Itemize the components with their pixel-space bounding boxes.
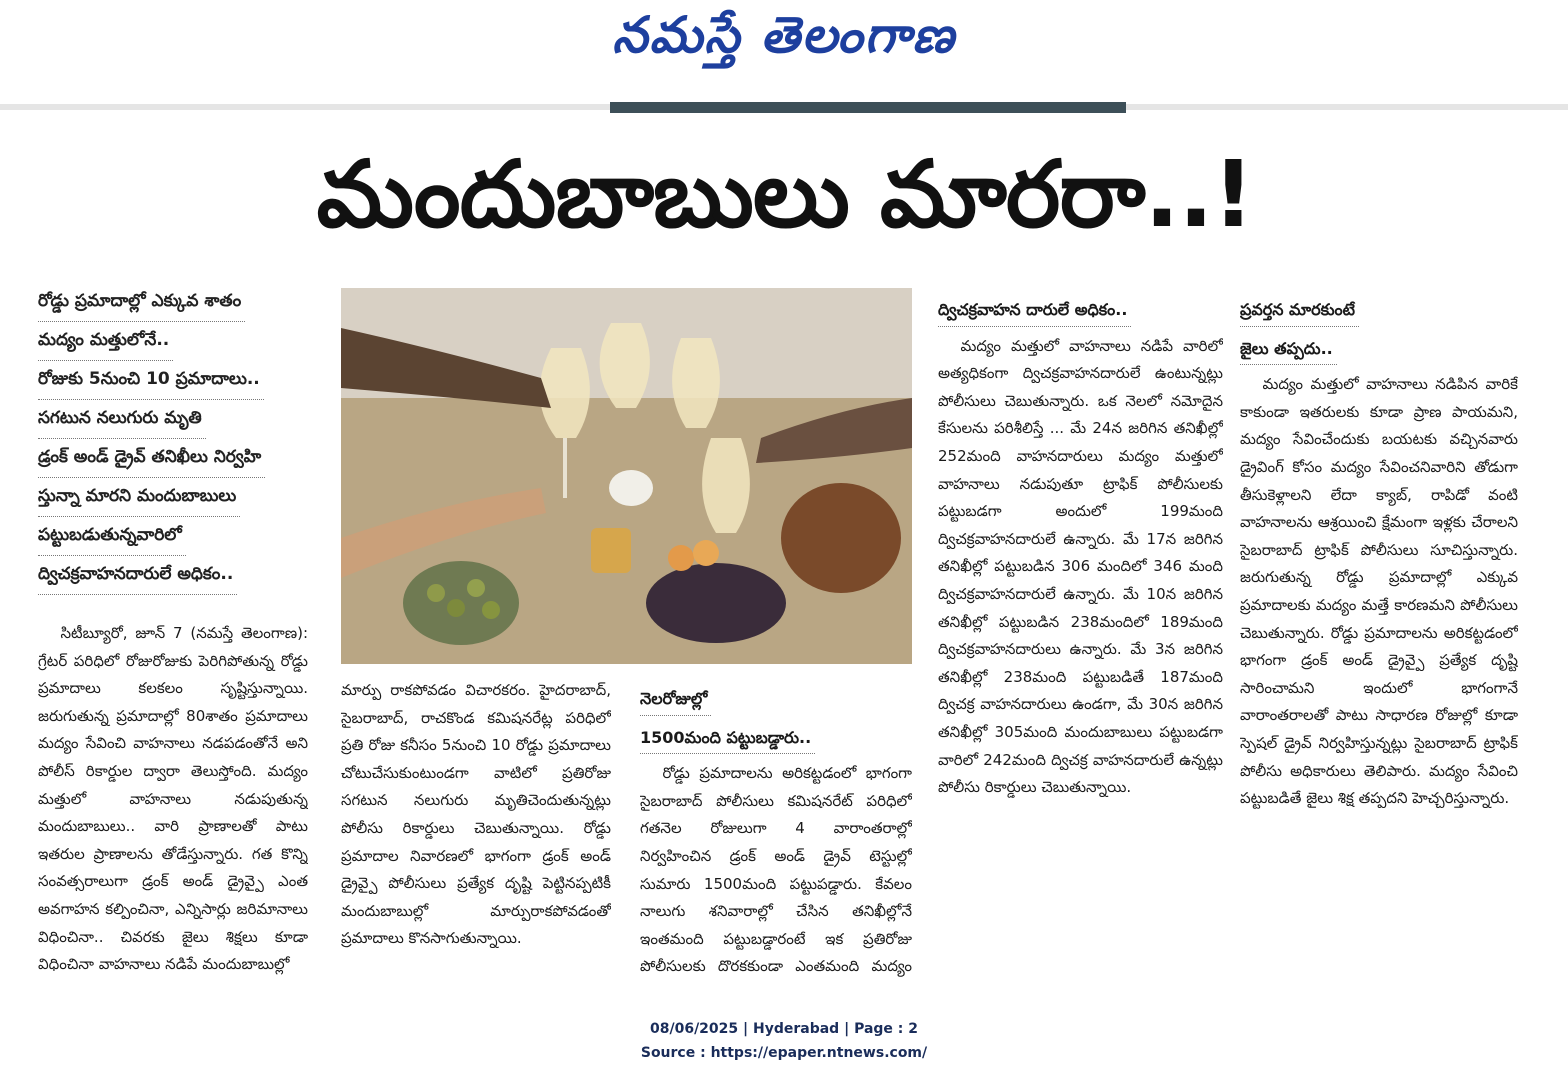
article-column-1 [38,620,308,982]
footer [0,1017,1568,1065]
subhead: నెలరోజుల్లో [640,683,711,716]
headline: మందుబాబులు మారరా..! [316,141,1254,248]
article-paragraph: మద్యం మత్తులో వాహనాలు నడిపే వారిలో అత్యధికంగా ద్విచక్రవాహనదారులే ఉంటున్నట్లు పోలీసులు చెబుతున్నారు. ఒక నెలలో నమోదైన కేసులను పరిశీలిస్తే ... మే 24న జరిగిన తనిఖీల్లో 252మంది వాహనదారులు మద్యం మత్తులో వాహనాలు నడుపుతూ ట్రాఫిక్ పోలీసులకు పట్టుబడగా అందులో 199మంది ద్విచక్రవాహనదారులే ఉన్నారు. మే 17న జరిగిన తనిఖీల్లో పట్టుబడిన 306 మందిలో 346 మంది ద్విచక్రవాహనదారులే ఉన్నారు. మే 10న జరిగిన తనిఖీల్లో పట్టుబడిన 238మందిలో 189మంది ద్విచక్రవాహనదారులు ఉన్నారు. మే 3న జరిగిన తనిఖీల్లో 238మంది పట్టుబడితే 187మంది ద్విచక్ర వాహనదారులు ఉండగా, మే 30న జరిగిన తనిఖీల్లో 305మంది మందుబాబులు పట్టుబడగా వారిలో 242మంది ద్విచక్ర వాహనదారులే ఉన్నట్లు పోలీసు రికార్డులు చెబుతున్నాయి. [938,336,1223,797]
photo-illustration [341,288,912,664]
blurb [38,285,308,605]
masthead-rule-dark [610,102,1126,113]
wine-glasses-toast-photo [341,288,912,664]
blurb-line: రోడ్డు ప్రమాదాల్లో ఎక్కువ శాతం [38,285,245,322]
blurb-line: డ్రంక్ అండ్ డ్రైవ్ తనిఖీలు నిర్వహి [38,441,265,478]
subhead: 1500మంది పట్టుబడ్డారు.. [640,722,815,755]
article-column-5 [1240,288,1518,982]
blurb-line: స్తున్నా మారని మందుబాబులు [38,480,240,517]
footer-source-line: Source : https://epaper.ntnews.com/ [640,1045,928,1061]
blurb-line: సగటున నలుగురు మృతి [38,402,206,439]
article-column-2 [341,677,611,982]
subhead: ద్విచక్రవాహన దారులే అధికం.. [938,294,1131,327]
article-column-4 [938,288,1223,982]
blurb-line: రోజుకు 5నుంచి 10 ప్రమాదాలు.. [38,363,264,400]
footer-date-line: 08/06/2025 | Hyderabad | Page : 2 [649,1021,919,1037]
subhead: జైలు తప్పదు.. [1240,333,1337,366]
masthead-logo: నమస్తే తెలంగాణ [612,6,956,64]
article-column-3 [640,677,912,982]
article-paragraph: మార్పు రాకపోవడం విచారకరం. హైదరాబాద్, సైబరాబాద్, రాచకొండ కమిషనరేట్ల పరిధిలో ప్రతి రోజు కనీసం 5నుంచి 10 రోడ్డు ప్రమాదాలు చోటుచేసుకుంటుండగా వాటిలో ప్రతిరోజు సగటున నలుగురు మృతిచెందుతున్నట్లు పోలీసు రికార్డులు చెబుతున్నాయి. రోడ్డు ప్రమాదాల నివారణలో భాగంగా డ్రంక్ అండ్ డ్రైవ్పై పోలీసులు ప్రత్యేక దృష్టి పెట్టినప్పటికీ మందుబాబుల్లో మార్పురాకపోవడంతో ప్రమాదాలు కొనసాగుతున్నాయి. [341,681,611,948]
article-paragraph: రోడ్డు ప్రమాదాలను అరికట్టడంలో భాగంగా సైబరాబాద్ పోలీసులు కమిషనరేట్ పరిధిలో గతనెల రోజులుగా 4 వారాంతరాల్లో నిర్వహించిన డ్రంక్ అండ్ డ్రైవ్ టెస్టుల్లో సుమారు 1500మంది పట్టుపడ్డారు. కేవలం నాలుగు శనివారాల్లో చేసిన తనిఖీల్లోనే ఇంతమంది పట్టుబడ్డారంటే ఇక ప్రతిరోజు పోలీసులకు దొరకకుండా ఎంతమంది మద్యం [640,764,912,976]
blurb-line: మద్యం మత్తులోనే.. [38,324,173,361]
blurb-line: పట్టుబడుతున్నవారిలో [38,519,186,556]
article-paragraph: మద్యం మత్తులో వాహనాలు నడిపిన వారికే కాకుండా ఇతరులకు కూడా ప్రాణ పాయమని, మద్యం సేవించేందుకు బయటకు వచ్చినవారు డ్రైవింగ్ కోసం మద్యం సేవించనివారిని తోడుగా తీసుకెళ్లాలని లేదా క్యాబ్, రాపిడో వంటి వాహనాలను ఆశ్రయించి క్షేమంగా ఇళ్లకు చేరాలని సైబరాబాద్ ట్రాఫిక్ పోలీసులు సూచిస్తున్నారు. జరుగుతున్న రోడ్డు ప్రమాదాల్లో ఎక్కువ ప్రమాదాలకు మద్యం మత్తే కారణమని పోలీసులు చెబుతున్నారు. రోడ్డు ప్రమాదాలను అరికట్టడంలో భాగంగా డ్రంక్ అండ్ డ్రైవ్పై ప్రత్యేక దృష్టి సారించామని ఇందులో భాగంగానే వారాంతరాలతో పాటు సాధారణ రోజుల్లో కూడా స్పెషల్ డ్రైవ్ నిర్వహిస్తున్నట్లు సైబరాబాద్ ట్రాఫిక్ పోలీసు అధికారులు తెలిపారు. మద్యం సేవించి పట్టుబడితే జైలు శిక్ష తప్పదని హెచ్చరిస్తున్నారు. [1240,375,1518,808]
blurb-line: ద్విచక్రవాహనదారులే అధికం.. [38,558,237,595]
article-paragraph: సిటీబ్యూరో, జూన్ 7 (నమస్తే తెలంగాణ): గ్రేటర్ పరిధిలో రోజురోజుకు పెరిగిపోతున్న రోడ్డు ప్రమాదాలు కలకలం సృష్టిస్తున్నాయి. జరుగుతున్న ప్రమాదాల్లో 80శాతం ప్రమాదాలు మద్యం సేవించి వాహనాలు నడపడంతోనే అని పోలీస్ రికార్డుల ద్వారా తెలుస్తోంది. మద్యం మత్తులో వాహనాలు నడుపుతున్న మందుబాబులు.. వారి ప్రాణాలతో పాటు ఇతరుల ప్రాణాలను తోడేస్తున్నారు. గత కొన్ని సంవత్సరాలుగా డ్రంక్ అండ్ డ్రైవ్పై ఎంత అవగాహన కల్పించినా, ఎన్నిసార్లు జరిమానాలు విధించినా.. చివరకు జైలు శిక్షలు కూడా విధించినా వాహనాలు నడిపే మందుబాబుల్లో [38,624,308,974]
masthead [0,0,1568,112]
subhead: ప్రవర్తన మారకుంటే [1240,294,1359,327]
